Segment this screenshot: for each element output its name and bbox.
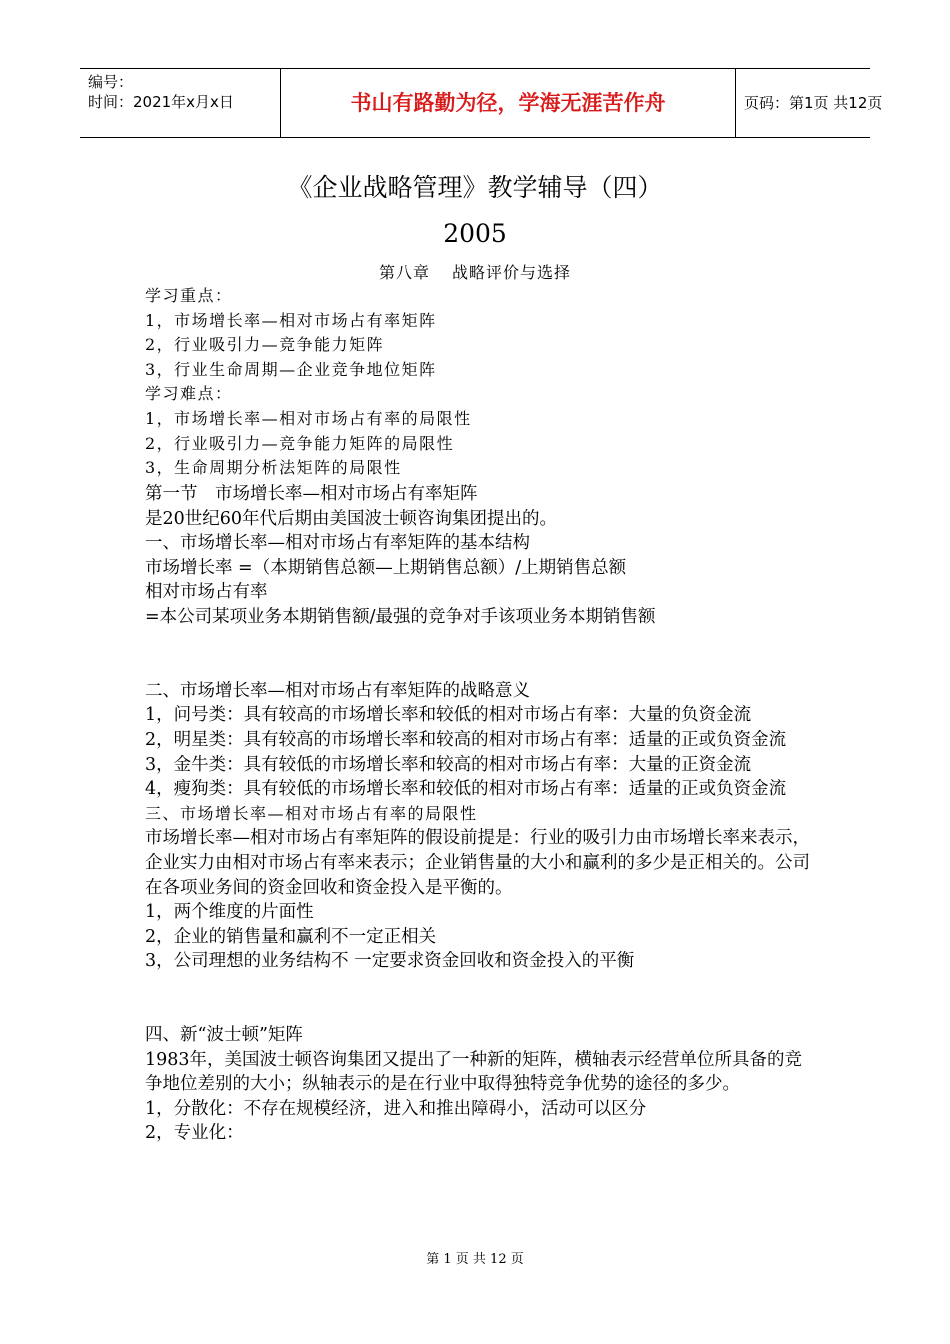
text-line: 1，市场增长率—相对市场占有率矩阵 <box>145 310 437 330</box>
chapter-heading: 第八章 战略评价与选择 <box>378 263 572 282</box>
text-line: 相对市场占有率 <box>145 582 268 603</box>
header-table <box>80 68 883 138</box>
text-line: 2，行业吸引力—竞争能力矩阵 <box>145 335 385 355</box>
list-item: 1，分散化：不存在规模经济，进入和推出障碍小，活动可以区分 <box>145 1098 647 1119</box>
list-item: 4，瘦狗类：具有较低的市场增长率和较低的相对市场占有率：适量的正或负资金流 <box>145 779 787 800</box>
section-one <box>145 482 815 1146</box>
formula-line: =本公司某项业务本期销售额/最强的竞争对手该项业务本期销售额 <box>145 606 656 627</box>
subsection-heading: 二、市场增长率—相对市场占有率矩阵的战略意义 <box>145 680 530 701</box>
text-line: 1，市场增长率—相对市场占有率的局限性 <box>145 408 472 428</box>
time-label: 时间：2021年x月x日 <box>88 93 234 111</box>
text-line: 2，行业吸引力—竞争能力矩阵的局限性 <box>145 433 455 453</box>
list-item: 1，问号类：具有较高的市场增长率和较低的相对市场占有率：大量的负资金流 <box>145 705 752 726</box>
paragraph: 市场增长率—相对市场占有率矩阵的假设前提是：行业的吸引力由市场增长率来表示，企业实力由相对市场占有率来表示；企业销售量的大小和赢利的多少是正相关的。公司在各项业务间的资金回收和资金投入是平衡的。 <box>145 828 810 898</box>
subsection-heading: 四、新“波士顿”矩阵 <box>145 1025 303 1046</box>
subsection-heading: 一、市场增长率—相对市场占有率矩阵的基本结构 <box>145 533 530 554</box>
key-points-section <box>145 284 815 481</box>
document-title: 《企业战略管理》教学辅导（四） <box>287 173 663 202</box>
document-year: 2005 <box>443 219 507 248</box>
list-item: 1，两个维度的片面性 <box>145 902 314 923</box>
page-footer: 第 1 页 共 12 页 <box>426 1252 524 1267</box>
subsection-heading: 三、市场增长率—相对市场占有率的局限性 <box>145 803 478 823</box>
list-item: 2，专业化： <box>145 1123 244 1144</box>
list-item: 3，公司理想的业务结构不 一定要求资金回收和资金投入的平衡 <box>145 951 635 972</box>
text-line: 学习重点： <box>145 286 233 305</box>
text-line: 学习难点： <box>145 384 233 404</box>
list-item: 2，明星类：具有较高的市场增长率和较高的相对市场占有率：适量的正或负资金流 <box>145 729 787 750</box>
text-line: 3，生命周期分析法矩阵的局限性 <box>145 458 402 478</box>
text-line: 3，行业生命周期—企业竞争地位矩阵 <box>145 359 437 379</box>
text-line: 是20世纪60年代后期由美国波士顿咨询集团提出的。 <box>145 508 558 529</box>
paragraph: 1983年，美国波士顿咨询集团又提出了一种新的矩阵，横轴表示经营单位所具备的竞争地位差别的大小；纵轴表示的是在行业中取得独特竞争优势的途径的多少。 <box>145 1049 803 1095</box>
formula-line: 市场增长率 =（本期销售总额—上期销售总额）/上期销售总额 <box>145 557 627 578</box>
number-label: 编号： <box>88 73 134 91</box>
list-item: 3，金牛类：具有较低的市场增长率和较高的相对市场占有率：大量的正资金流 <box>145 754 752 775</box>
section-heading: 第一节 市场增长率—相对市场占有率矩阵 <box>145 484 478 504</box>
header-motto: 书山有路勤为径，学海无涯苦作舟 <box>280 69 736 137</box>
header-left-cell <box>80 69 280 137</box>
header-page-info: 页码：第1页 共12页 <box>744 94 883 112</box>
list-item: 2，企业的销售量和赢利不一定正相关 <box>145 926 437 947</box>
